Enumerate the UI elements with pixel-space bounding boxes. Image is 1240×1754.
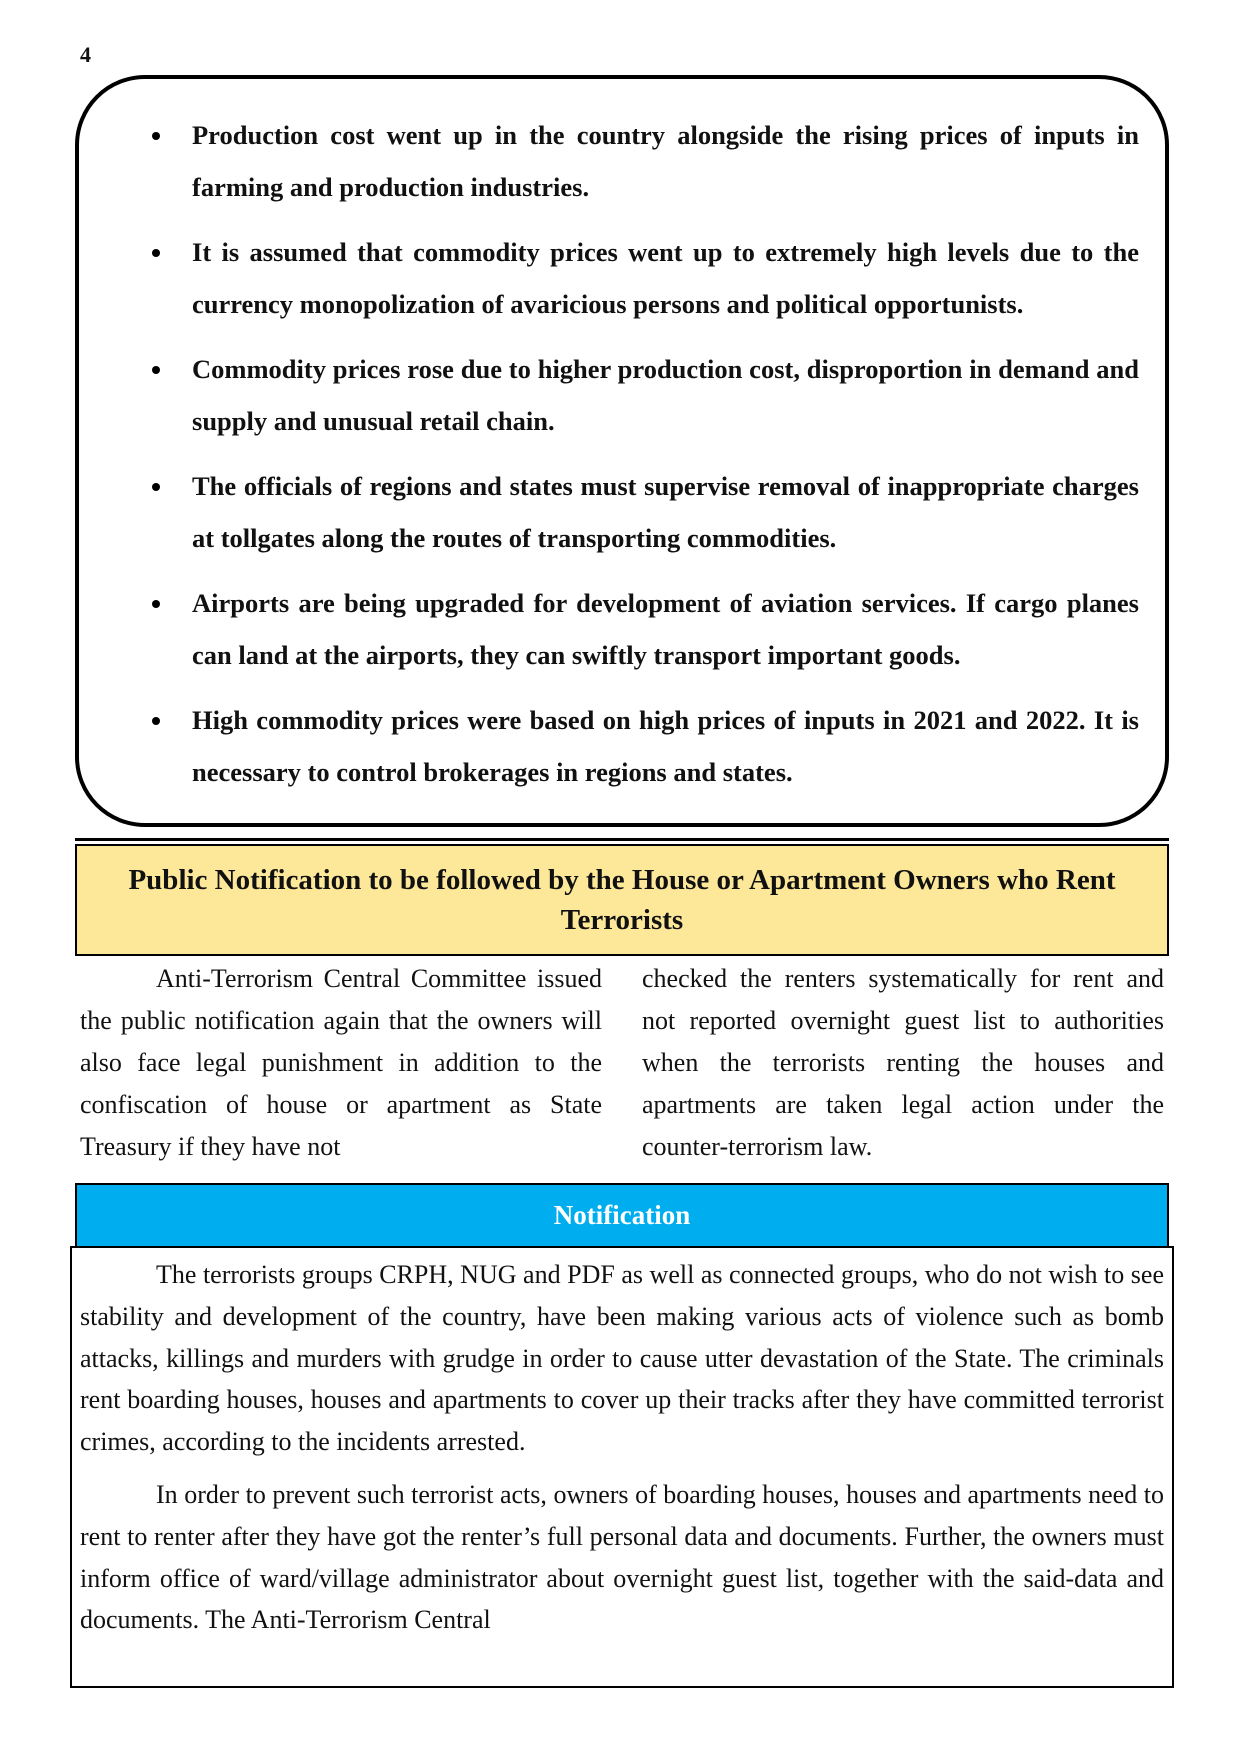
- bullet-icon: [152, 249, 160, 257]
- bullet-text: Commodity prices rose due to higher production cost, disproportion in demand and supply and unusual retail chain.: [192, 354, 1139, 436]
- notification-paragraph: The terrorists groups CRPH, NUG and PDF as well as connected groups, who do not wish to see stability and development of the country, have been making various acts of violence such as bomb attacks, killings and murders with grudge in order to cause utter devastation of the State. The criminals rent boarding houses, houses and apartments to cover up their tracks after they have committed terrorist crimes, according to the incidents arrested.: [80, 1260, 1164, 1457]
- bullet-text: Airports are being upgraded for development of aviation services. If cargo planes can land at the airports, they can swiftly transport important goods.: [192, 588, 1139, 670]
- bullet-item: [119, 460, 1139, 564]
- bullet-text: It is assumed that commodity prices went up to extremely high levels due to the currency monopolization of avaricious persons and political opportunists.: [192, 237, 1139, 319]
- bullet-text: High commodity prices were based on high prices of inputs in 2021 and 2022. It is necessary to control brokerages in regions and states.: [192, 705, 1139, 787]
- public-notification-title: Public Notification to be followed by the House or Apartment Owners who Rent Terrorists: [128, 864, 1116, 936]
- bullet-icon: [152, 483, 160, 491]
- bullet-item: [119, 343, 1139, 447]
- article-column-right: checked the renters systematically for rent and not reported overnight guest list to authorities when the terrorists renting the houses and apartments are taken legal action under the counter-terrorism law.: [642, 964, 1164, 1161]
- public-notification-header: [75, 844, 1169, 956]
- bullet-icon: [152, 132, 160, 140]
- bullet-item: [119, 694, 1139, 798]
- bullet-icon: [152, 717, 160, 725]
- notification-paragraph: In order to prevent such terrorist acts, owners of boarding houses, houses and apartments need to rent to renter after they have got the renter’s full personal data and documents. Further, the owners must inform office of ward/village administrator about overnight guest list, together with the said-data and documents. The Anti-Terrorism Central: [80, 1479, 1164, 1635]
- bullet-item: [119, 577, 1139, 681]
- notification-body: [70, 1246, 1174, 1688]
- notification-header: [75, 1183, 1169, 1248]
- bullet-item: [119, 109, 1139, 213]
- key-points-list: [119, 109, 1139, 811]
- bullet-icon: [152, 366, 160, 374]
- page-number: 4: [80, 42, 91, 67]
- bullet-icon: [152, 600, 160, 608]
- article-column-left: Anti-Terrorism Central Committee issued the public notification again that the owners will also face legal punishment in addition to the confiscation of house or apartment as State Treasury if they have not: [80, 964, 602, 1161]
- section-divider: [75, 838, 1169, 841]
- bullet-text: Production cost went up in the country alongside the rising prices of inputs in farming and production industries.: [192, 120, 1139, 202]
- bullet-text: The officials of regions and states must supervise removal of inappropriate charges at tollgates along the routes of transporting commodities.: [192, 471, 1139, 553]
- key-points-box: [75, 75, 1169, 827]
- bullet-item: [119, 226, 1139, 330]
- notification-title: Notification: [553, 1200, 691, 1230]
